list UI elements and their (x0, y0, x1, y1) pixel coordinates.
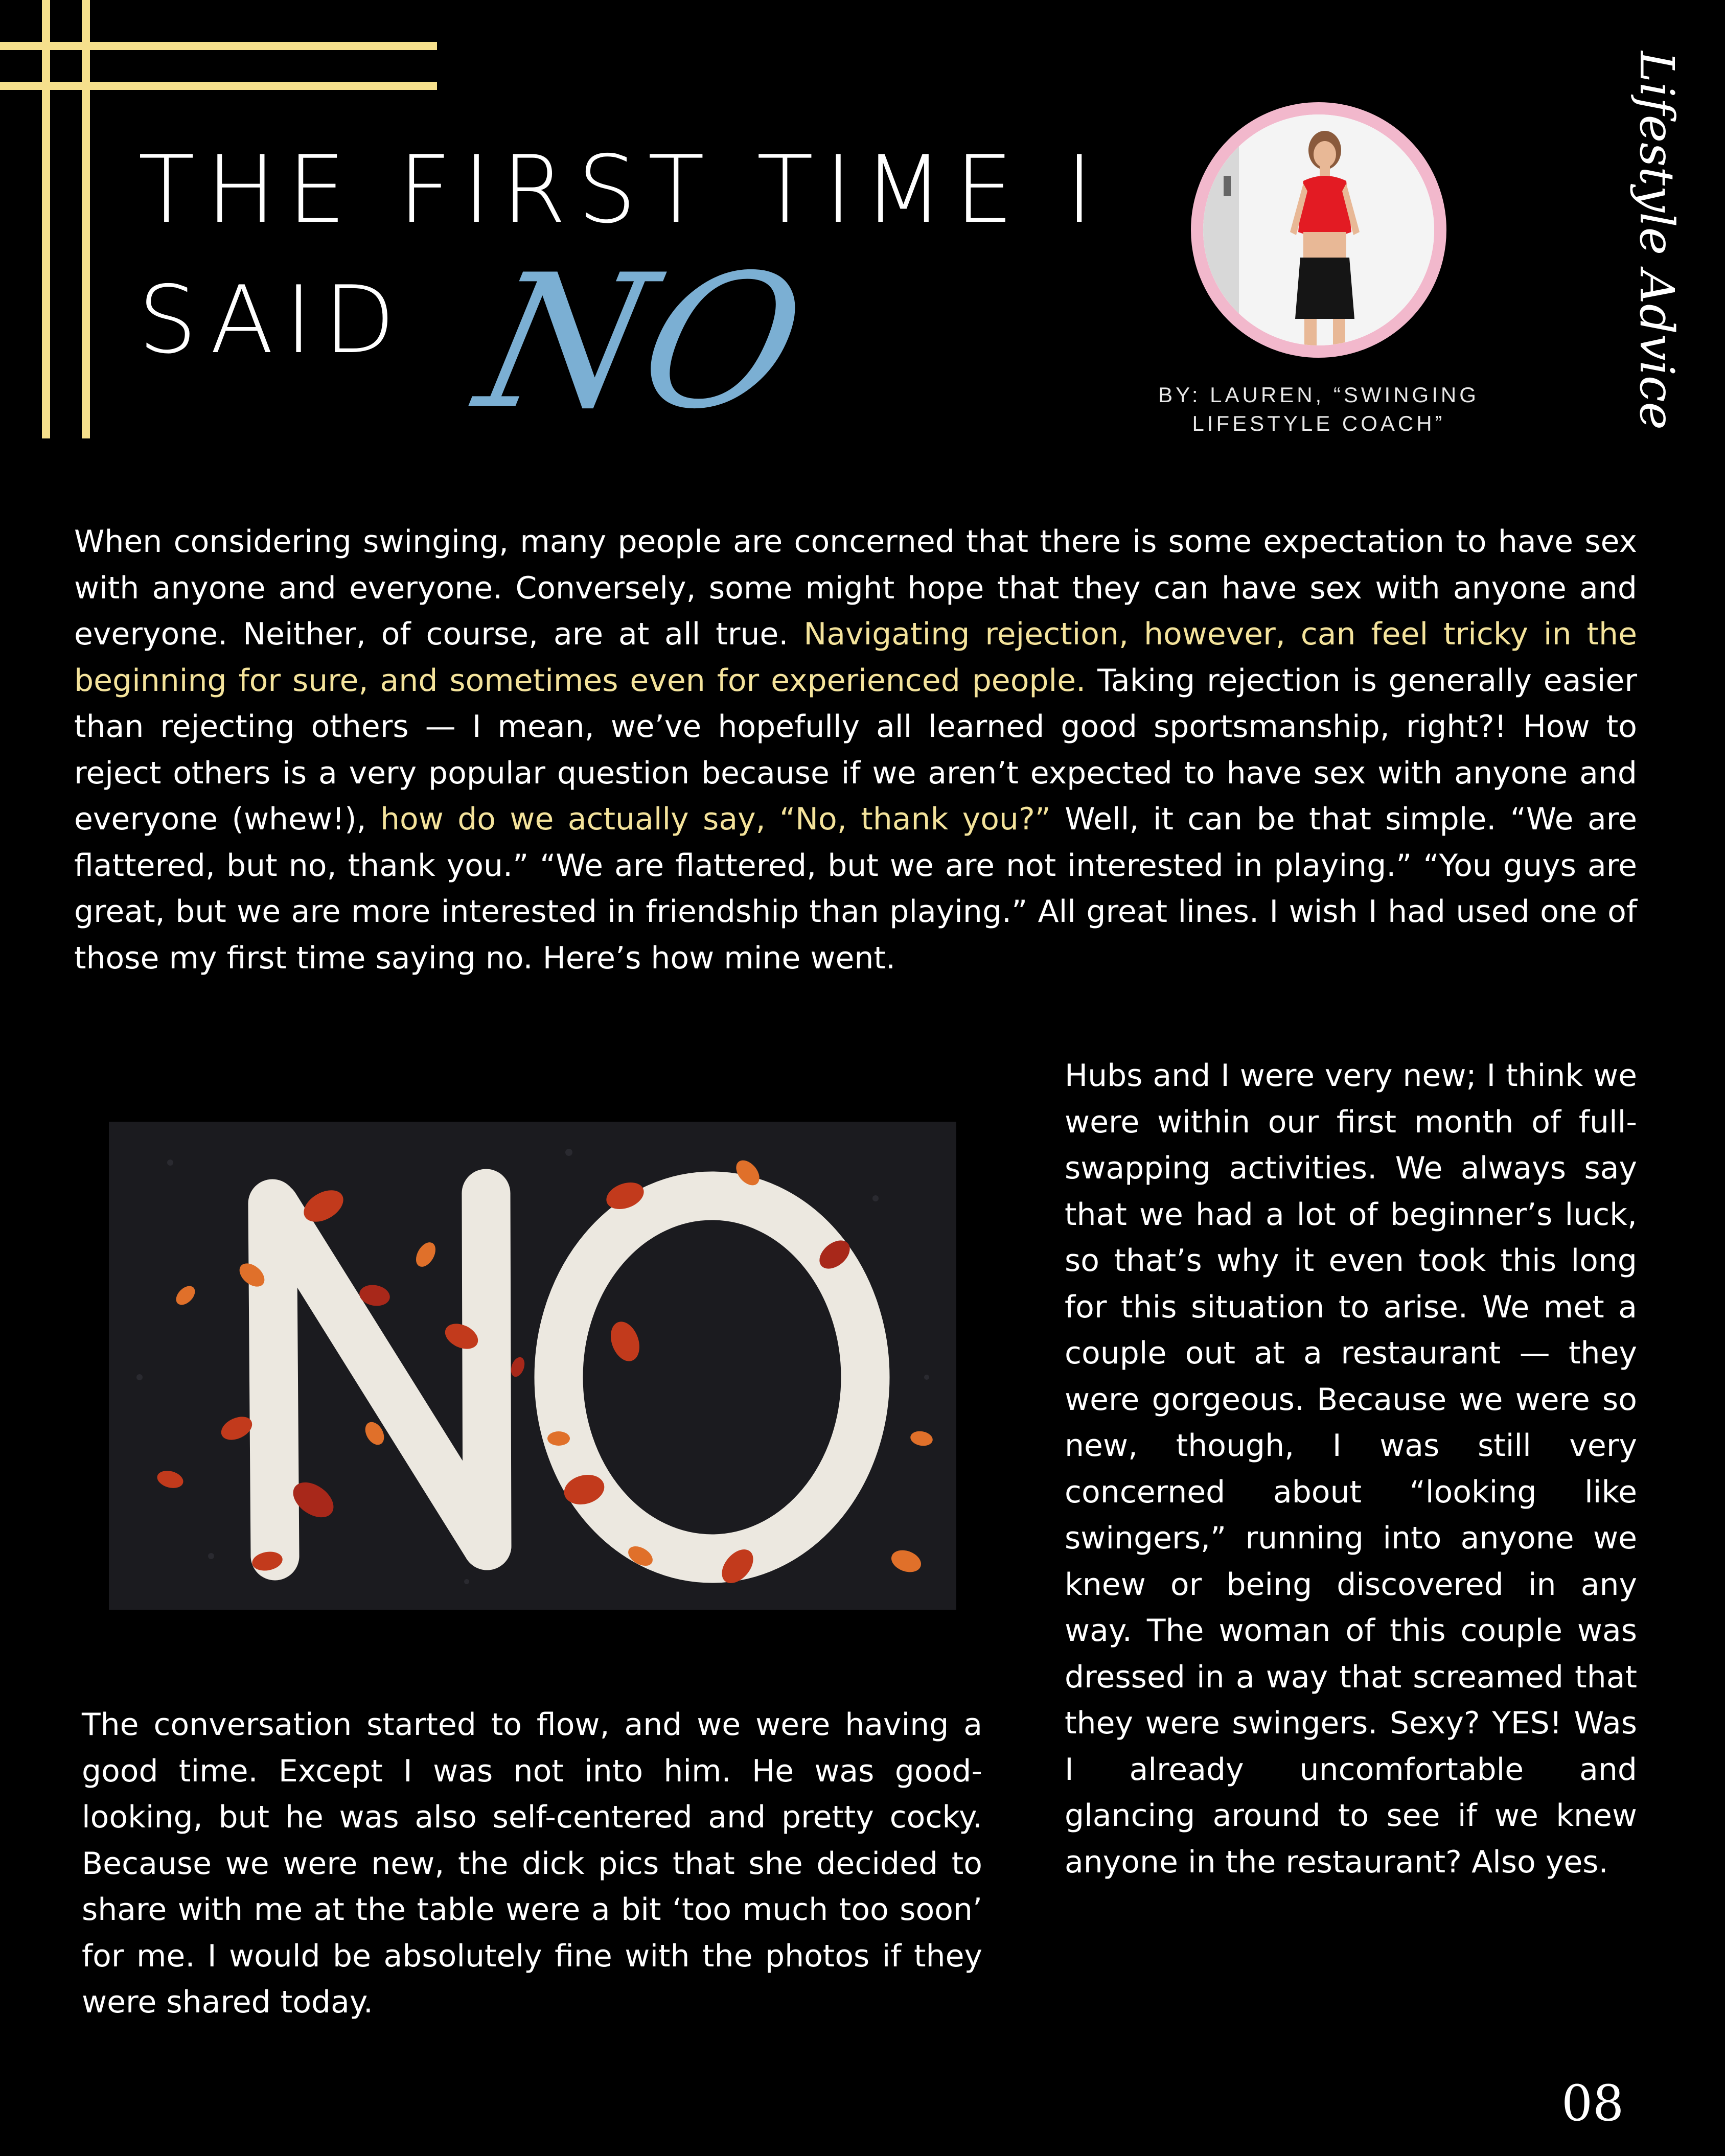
decor-line-horizontal-1 (0, 42, 437, 50)
byline-line-2: LIFESTYLE COACH” (1192, 411, 1445, 435)
author-avatar (1191, 102, 1446, 358)
no-road-image (109, 1122, 956, 1610)
intro-paragraph (74, 519, 1637, 981)
section-label: Lifestyle Advice (1629, 51, 1684, 430)
decor-line-horizontal-2 (0, 82, 437, 90)
decor-line-vertical-2 (82, 0, 90, 438)
decor-line-vertical-1 (42, 0, 50, 438)
intro-text-1: When considering swinging, many people are concerned that there is some expectation to have sex with anyone and everyone. Conversely, some might hope that they can have sex with anyone and everyone. Neither, of course, are at all true. (74, 524, 1637, 652)
title-line-2: SAID (138, 266, 407, 374)
left-column-paragraph: The conversation started to flow, and we were having a good time. Except I was not into him. He was good-looking, but he was also self-centered and pretty cocky. Because we were new, the dick pics that she decided to share with me at the table were a bit ‘too much too soon’ for me. I would be absolutely fine with the photos if they were shared today. (82, 1707, 982, 2020)
author-photo (1203, 114, 1434, 345)
right-column-paragraph: Hubs and I were very new; I think we were within our first month of full-swapping activities. We always say that we had a lot of beginner’s luck, so that’s why it even took this long for this situation to arise. We met a couple out at a restaurant — they were gorgeous. Because we were so new, though, I was still very concerned about “looking like swingers,” running into anyone we knew or being discovered in any way. The woman of this couple was dressed in a way that screamed that they were swingers. Sexy? YES! Was I already uncomfortable and glancing around to see if we knew anyone in the restaurant? Also yes. (1065, 1058, 1637, 1880)
title-emphasis-no: NO (463, 235, 820, 449)
intro-text-2: Taking rejection is generally easier than rejecting others — I mean, we’ve hopefully all learned good sportsmanship, right?! How to reject others is a very popular question because if we aren’t expected to have sex with anyone and everyone (whew!), (74, 662, 1637, 837)
page-number: 08 (1561, 2075, 1624, 2132)
byline-line-1: BY: LAUREN, “SWINGING (1158, 383, 1479, 407)
intro-text-3: Well, it can be that simple. “We are flattered, but no, thank you.” “We are flattered, but we are not interested in playing.” “You guys are great, but we are more interested in friendship than playing.” All great lines. I wish I had used one of those my first time saying no. Here’s how mine went. (74, 801, 1637, 976)
byline (1089, 381, 1549, 438)
title-line-1: THE FIRST TIME I (138, 135, 1105, 244)
intro-highlight-2: how do we actually say, “No, thank you?” (380, 801, 1051, 837)
intro-highlight-1: Navigating rejection, however, can feel tricky in the beginning for sure, and sometimes even for experienced people. (74, 616, 1637, 699)
